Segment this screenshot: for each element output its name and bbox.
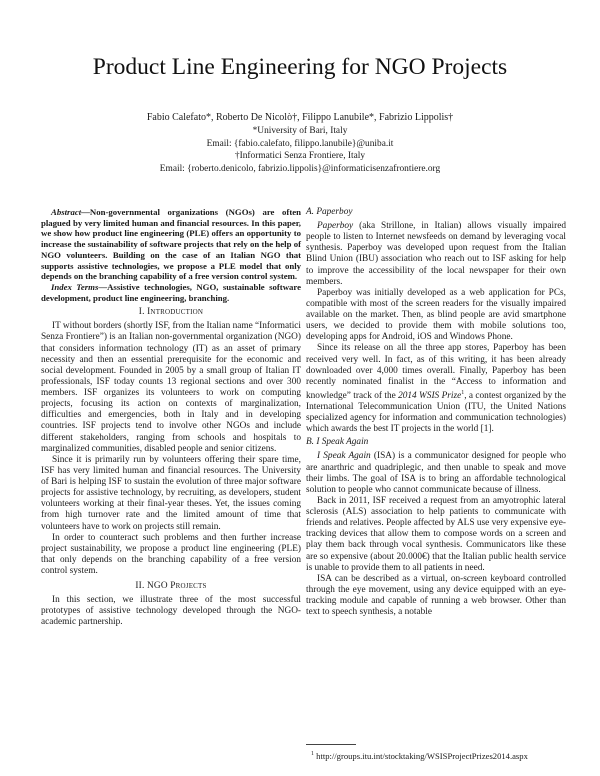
paragraph — [306, 343, 566, 435]
affiliation-1: *University of Bari, Italy — [252, 126, 348, 136]
right-column — [306, 207, 566, 618]
footnote-ref: 1 — [461, 389, 465, 396]
paragraph — [306, 451, 566, 496]
paper-title: Product Line Engineering for NGO Projects — [92, 54, 508, 80]
paragraph-text: (ISA) is a communicator designed for people who are anarthric and quadriplegic, and then unable to speak and move their limbs. The goal of ISA is to bring an affordable technological solution to people who cannot communicate because of illness. — [306, 451, 566, 495]
index-terms — [41, 282, 301, 303]
index-terms-text: —Assistive technologies, NGO, sustainable software development, product line engineering, branching. — [41, 281, 302, 303]
author-names: Fabio Calefato*, Roberto De Nicolò†, Filippo Lanubile*, Fabrizio Lippolis† — [146, 112, 454, 123]
paragraph-text: Since its release on all the three app stores, Paperboy has been received very well. In fact, as of this writing, it has been already downloaded over 4,000 times overall. Finally, Paperboy has been recently nominated finalist in the “Access to information and knowledge” track of the — [306, 343, 566, 401]
paragraph: In order to counteract such problems and then further increase project sustainability, we propose a product line engineering (PLE) that only depends on the branching capability of a free version control system. — [41, 532, 301, 577]
author-block — [0, 111, 600, 176]
paragraph: IT without borders (shortly ISF, from the Italian name “Informatici Senza Frontiere”) is an Italian non-governmental organization (NGO) that considers information technology (IT) as an asset of primary necessity and then an essential prerequisite for the economic and social development. Founded in 2005 by a small group of Italian IT professionals, ISF today counts 13 regional sections and over 300 members. ISF organizes its volunteers to work on computing projects, focusing its action on contexts of marginalization, difficulties and emergencies, both in Italy and in developing countries. ISF projects tend to involve other NGOs and include different stakeholders, ranging from schools and hospitals to marginalized communities, disabled people and senior citizens. — [41, 321, 302, 454]
emphasis: 2014 WSIS Prize — [398, 390, 462, 401]
paragraph: Since it is primarily run by volunteers offering their spare time, ISF has very limited human and financial resources. The University of Bari is helping ISF to sustain the evolution of three major software projects for assistive technology, by recruiting, as developers, student volunteers working at their final-year theses. Yet, the issues coming from high turnover rate and the limited amount of time that volunteers have to work on projects still remain. — [41, 454, 301, 532]
paragraph — [306, 221, 566, 288]
paragraph: Back in 2011, ISF received a request from an amyotrophic lateral sclerosis (ALS) association to help patients to communicate with friends and relatives. People affected by ALS use very expensive eye-tracking devices that allow them to compose words on a screen and play them back through vocal synthesis. Communicators like these are so expensive (about 20.000€) that the Italian public health service is unable to provide them to all patients in need. — [306, 495, 566, 573]
abstract-label: Abstract — [51, 207, 82, 217]
section-heading-introduction: I. Introduction — [138, 307, 204, 318]
footnote-rule — [306, 744, 356, 745]
abstract — [41, 207, 301, 282]
paragraph: Paperboy was initially developed as a web application for PCs, compatible with most of the screen readers for the visually impaired available on the market. Then, as blind people are avid smartphone users, we decided to provide them with mobile solutions too, developing apps for Android, iOS and Windows Phone. — [306, 287, 566, 343]
footnote — [311, 749, 571, 761]
email-2: Email: {roberto.denicolo, fabrizio.lippolis}@informaticisenzafrontiere.org — [159, 164, 441, 175]
email-1: Email: {fabio.calefato, filippo.lanubile}@uniba.it — [206, 138, 394, 149]
abstract-text: —Non-governmental organizations (NGOs) are often plagued by very limited human and financial resources. In this paper, we show how product line engineering (PLE) offers an opportunity to increase the sustainability of software projects that rely on the help of NGO volunteers. Building on the case of an Italian NGO that supports assistive technologies, we propose a PLE model that only depends on the branching capability of a free version control system. — [41, 207, 301, 282]
emphasis: Paperboy — [317, 221, 354, 231]
paragraph: In this section, we illustrate three of the most successful prototypes of assistive technology developed through the NGO-academic partnership. — [41, 595, 301, 628]
footnote-mark: 1 — [311, 751, 314, 757]
section-heading-ngo-projects: II. NGO Projects — [135, 581, 207, 592]
affiliation-2: †Informatici Senza Frontiere, Italy — [234, 151, 366, 162]
paragraph-text: , a contest organized by the International Telecommunication Union (ITU, the United Nations specialized agency for information and communication technologies) which awards the best IT projects in the world [1]. — [306, 390, 566, 435]
left-column — [41, 207, 301, 629]
index-terms-label: Index Terms — [51, 281, 99, 292]
paragraph: ISA can be described as a virtual, on-screen keyboard controlled through the eye movement, using any device equipped with an eye-tracking module and capable of running a web browser. Other than text to speech synthesis, a notable — [306, 573, 566, 618]
subsection-heading-paperboy: A. Paperboy — [306, 207, 353, 217]
paragraph-text: (aka Strillone, in Italian) allows visually impaired people to listen to Internet newsfeeds on demand by leveraging vocal synthesis. Paperboy was developed upon request from the Italian Blind Union (IBU) association who reach out to ISF asking for help to improve the accessibility of the local newspaper for their own members. — [306, 221, 566, 287]
subsection-heading-i-speak-again: B. I Speak Again — [306, 437, 369, 448]
emphasis: I Speak Again — [317, 451, 371, 462]
footnote-url: http://groups.itu.int/stocktaking/WSISProjectPrizes2014.aspx — [314, 750, 528, 761]
